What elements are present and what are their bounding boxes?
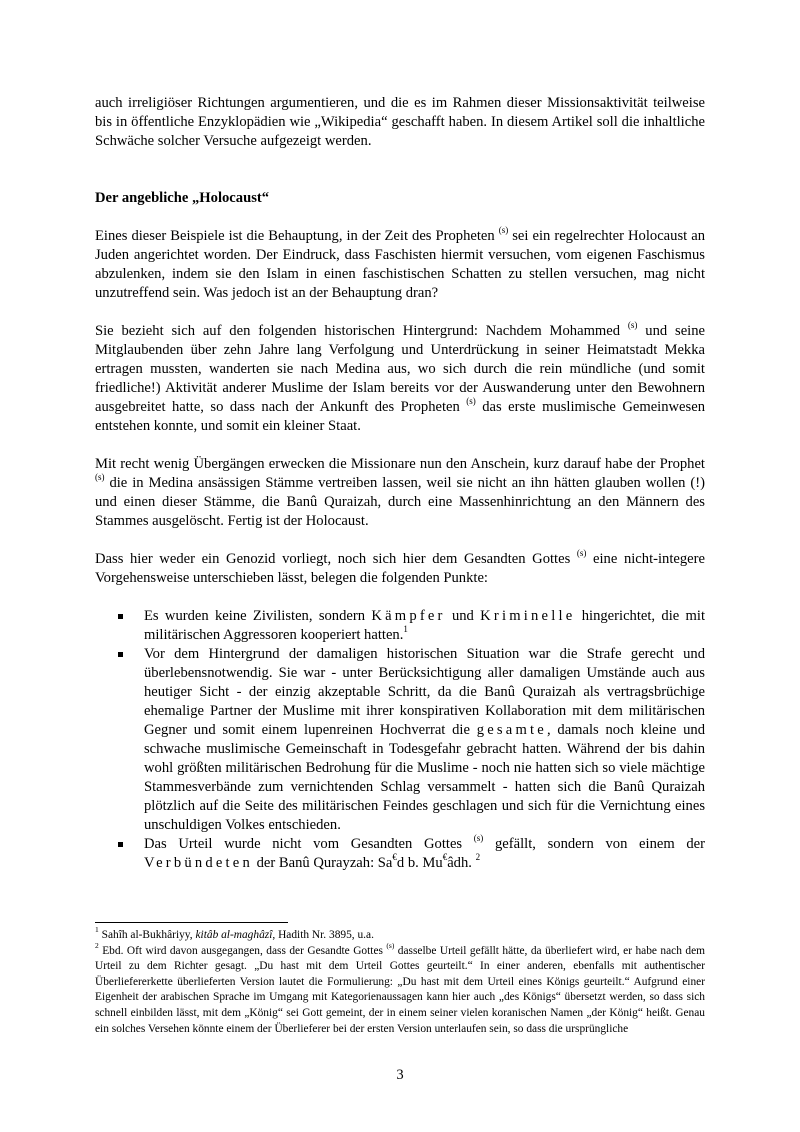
honorific-mark: (s) [466,396,476,407]
page-number: 3 [396,1067,404,1083]
list-item [95,835,705,873]
bullet-square-icon [118,842,123,847]
paragraph-2-text-c: das erste muslimische Gemeinwesen entstehen konnte, und somit ein kleiner Staat. [95,399,705,434]
spaced-word: gesamte [476,722,547,738]
intro-paragraph: auch irreligiöser Richtungen argumentieren, und die es im Rahmen dieser Missionsaktivität teilweise bis in öffentliche Enzyklopädien wie „Wikipedia“ geschafft haben. In diesem Artikel soll die inhaltliche Schwäche solcher Versuche aufgezeigt werden. [95,95,705,149]
paragraph-4-text-a: Dass hier weder ein Genozid vorliegt, noch sich hier dem Gesandten Gottes [95,551,571,567]
paragraph-3 [95,455,705,531]
paragraph-4-text-b: eine nicht-integere Vorgehensweise unterschieben lässt, belegen die folgenden Punkte: [95,551,705,586]
honorific-mark: (s) [386,940,395,950]
bullet-list [95,607,705,873]
bullet-3-text-b: gefällt, sondern von einem der [494,836,706,852]
spaced-word: Kämpfer [371,608,446,624]
spaced-word: Verbündeten [144,855,253,871]
paragraph-4 [95,550,705,588]
list-item [95,645,705,835]
footnote-ref: 1 [403,624,408,635]
footnote-2-text-a: Ebd. Oft wird davon ausgegangen, dass der Gesandte Gottes [102,944,383,957]
footnote-divider [95,922,288,923]
document-body [95,94,705,873]
footnote-ref: 2 [475,852,481,863]
bullet-3-text-d: d b. Mu [396,855,443,871]
honorific-mark: (s) [95,472,105,483]
bullet-square-icon [118,614,123,619]
footnote-1-text-a: Sahîh al-Bukhâriyy, [101,929,193,941]
footnote-1-italic: kitâb al-maghâzî [195,929,273,941]
ayn-mark: € [442,852,448,863]
section-heading: Der angebliche „Holocaust“ [95,190,270,206]
honorific-mark: (s) [498,225,509,236]
footnote-number: 1 [95,925,99,935]
bullet-3-text-c: der Banû Qurayzah: Sa [256,855,393,871]
footnote-2-text-b: dasselbe Urteil gefällt hätte, da überliefert wird, er habe nach dem Urteil zu dem Richter gesagt. „Du hast mit dem Urteil Gottes geurteilt.“ In einer anderen, ebenfalls mit authentischer Überliefererkette überlieferten Version lautet die Formulierung: „Du hast mit dem Urteil eines Königs geurteilt.“ Aufgrund einer Eigenheit der arabischen Sprache im Umgang mit Kategorienaussagen kann hier auch „des Königs“ übersetzt werden, so dass sich schnell einbilden lässt, mit dem „König“ sei Gott gemeint, der in einem seiner vielen koranischen Namen „der König“ heißt. Genau ein solches Versehen könnte einem der Überlieferer bei der ersten Version unterlaufen sein, so dass die ursprüngliche [95,944,705,1035]
bullet-3-text-a: Das Urteil wurde nicht vom Gesandten Gottes [144,836,463,852]
spaced-word: Kriminelle [480,608,576,624]
paragraph-3-text-b: die in Medina ansässigen Stämme vertreiben lassen, weil sie nicht an ihn hätten glauben wollen (!) und einen dieser Stämme, die Banû Quraizah, durch eine Massenhinrichtung an den Männern des Stammes ausgelöscht. Fertig ist der Holocaust. [95,475,705,529]
paragraph-1-text-a: Eines dieser Beispiele ist die Behauptung, in der Zeit des Propheten [95,228,495,244]
bullet-1-text-b: hingerichtet, die mit militärischen Aggressoren kooperiert hatten. [144,608,706,643]
paragraph-2-text-a: Sie bezieht sich auf den folgenden historischen Hintergrund: Nachdem Mohammed [95,323,621,339]
paragraph-1-text-b: sei ein regelrechter Holocaust an Juden angerichtet worden. Der Eindruck, dass Faschisten hiermit versuchen, vom eigenen Faschismus abzulenken, indem sie den Islam in einen faschistischen Schatten zu stellen versuchen, mag nicht unzutreffend sein. Was jedoch ist an der Behauptung dran? [95,228,705,301]
paragraph-3-text-a: Mit recht wenig Übergängen erwecken die Missionare nun den Anschein, kurz darauf habe der Prophet [95,456,705,472]
footnote-number: 2 [95,940,99,950]
paragraph-2-text-b: und seine Mitglaubenden über zehn Jahre lang Verfolgung und Unterdrückung in seiner Heimatstadt Mekka ertragen mussten, wanderten sie nach Medina aus, wo sich durch die rein mündliche (und somit friedliche!) Aktivität anderer Muslime der Islam bereits vor der Auswanderung unter den Bewohnern ausgebreitet hatte, so dass nach der Ankunft des Propheten [95,323,706,415]
bullet-square-icon [118,652,123,657]
footnotes [95,925,705,1037]
honorific-mark: (s) [473,833,484,844]
honorific-mark: (s) [576,548,587,559]
bullet-1-text-a: Es wurden keine Zivilisten, sondern [144,608,366,624]
ayn-mark: € [392,852,397,863]
footnote-2 [95,940,705,1038]
footnote-1-text-b: , Hadith Nr. 3895, u.a. [272,929,374,941]
bullet-3-text-e: âdh. [447,855,472,871]
bullet-1-text-mid: und [451,608,474,624]
honorific-mark: (s) [627,320,638,331]
footnote-1 [95,925,705,944]
paragraph-1 [95,227,705,303]
bullet-2-text-b: , damals noch kleine und schwache muslimische Gemeinschaft in Todesgefahr gebracht hatten. Während der bis dahin wohl größten militärischen Bedrohung für die Muslime - noch nie hatten sich so viele mächtige Stammesverbände zum vernichtenden Schlag versammelt - hatten sich die Banû Quraizah plötzlich auf die Seite des militärischen Feindes geschlagen und sich für die Vernichtung eines unschuldigen Volkes entschieden. [144,722,705,833]
paragraph-2 [95,322,705,436]
bullet-2-text-a: Vor dem Hintergrund der damaligen historischen Situation war die Strafe gerecht und überlebensnotwendig. Sie war - unter Berücksichtigung aller damaligen Umstände auch aus heutiger Sicht - der einzig akzeptable Schritt, da die Banû Quraizah als vertragsbrüchige ehemalige Partner der Muslime mit ihrer konspirativen Kollaboration mit dem militärischen Gegner und somit einem lupenreinen Hochverrat die [144,646,705,738]
list-item [95,607,705,645]
